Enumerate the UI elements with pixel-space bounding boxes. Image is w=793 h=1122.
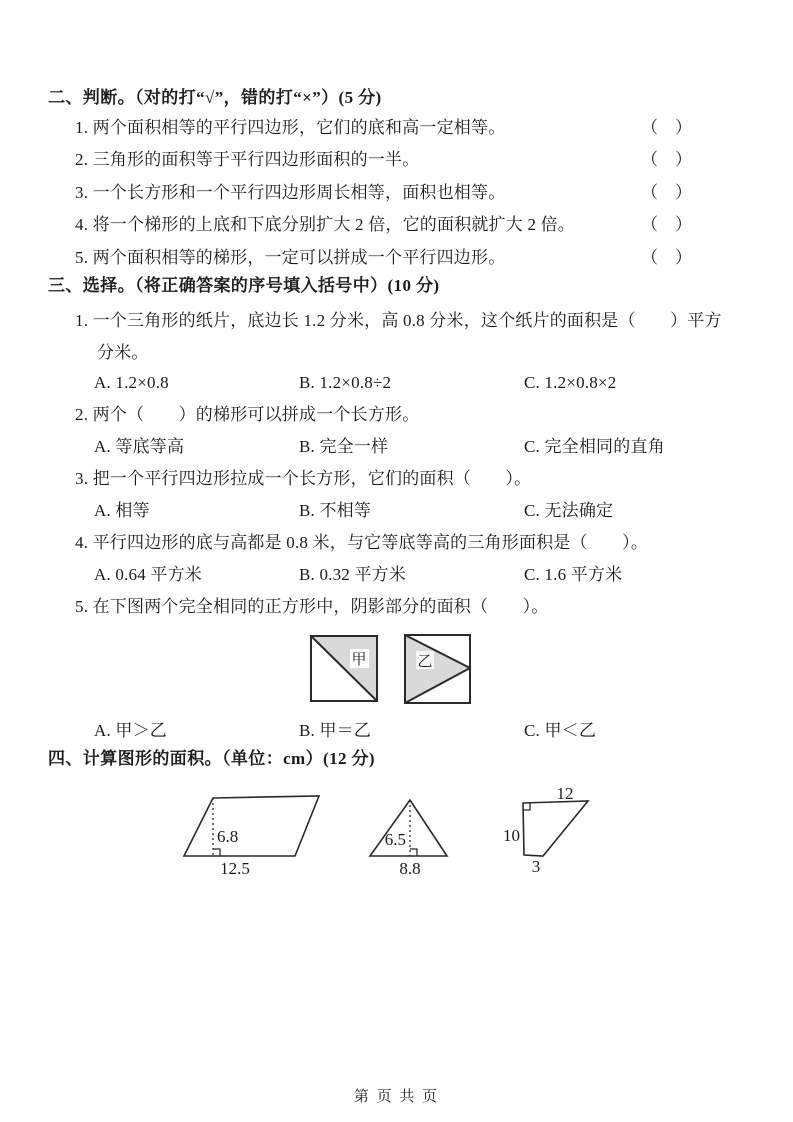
triangle-base-label: 8.8 bbox=[399, 859, 421, 878]
choice-q3-option-a: A. 相等 bbox=[94, 501, 150, 520]
parallelogram-base-label: 12.5 bbox=[220, 859, 250, 878]
choice-q1-option-c: C. 1.2×0.8×2 bbox=[524, 373, 617, 392]
parallelogram-right-angle-mark bbox=[213, 849, 220, 856]
judge-item-5: 5. 两个面积相等的梯形，一定可以拼成一个平行四边形。 bbox=[75, 248, 506, 267]
choice-q1-option-a: A. 1.2×0.8 bbox=[94, 373, 169, 392]
triangle-right-angle-mark bbox=[410, 849, 417, 856]
choice-q5-text: 5. 在下图两个完全相同的正方形中，阴影部分的面积（ ）。 bbox=[75, 597, 549, 616]
judge-item-2: 2. 三角形的面积等于平行四边形面积的一半。 bbox=[75, 150, 420, 169]
yi-label: 乙 bbox=[417, 654, 433, 670]
judge-answer-paren-4: （ ） bbox=[641, 215, 692, 234]
choice-q3-text: 3. 把一个平行四边形拉成一个长方形，它们的面积（ ）。 bbox=[75, 469, 532, 488]
judge-item-1: 1. 两个面积相等的平行四边形，它们的底和高一定相等。 bbox=[75, 118, 506, 137]
judge-answer-paren-3: （ ） bbox=[641, 183, 692, 202]
trapezoid-bottom-label: 3 bbox=[531, 857, 541, 876]
choice-q5-option-b: B. 甲＝乙 bbox=[299, 721, 372, 740]
judge-answer-paren-2: （ ） bbox=[641, 150, 692, 169]
trapezoid-top-label: 12 bbox=[556, 784, 574, 803]
trapezoid-shape bbox=[523, 801, 588, 856]
choice-q2-option-b: B. 完全一样 bbox=[299, 437, 389, 456]
judge-section-heading: 二、判断。（对的打“√”，错的打“×”）(5 分) bbox=[48, 88, 382, 107]
parallelogram-height-label: 6.8 bbox=[217, 827, 239, 846]
triangle-height-label: 6.5 bbox=[384, 830, 406, 849]
choice-q1-text-line1: 1. 一个三角形的纸片，底边长 1.2 分米，高 0.8 分米，这个纸片的面积是（ ）平方 bbox=[75, 311, 722, 330]
choice-q3-option-c: C. 无法确定 bbox=[524, 501, 614, 520]
choice-section-heading: 三、选择。（将正确答案的序号填入括号中）(10 分) bbox=[48, 276, 440, 295]
calc-section-heading: 四、计算图形的面积。（单位：cm）(12 分) bbox=[48, 749, 375, 768]
judge-answer-paren-5: （ ） bbox=[641, 248, 692, 267]
choice-q5-option-c: C. 甲＜乙 bbox=[524, 721, 597, 740]
yi-shaded-triangle bbox=[405, 635, 470, 703]
choice-q5-option-a: A. 甲＞乙 bbox=[94, 721, 167, 740]
triangle-shape bbox=[370, 800, 447, 856]
trapezoid-right-angle-mark bbox=[523, 803, 530, 810]
choice-q3-option-b: B. 不相等 bbox=[299, 501, 372, 520]
trapezoid-left-label: 10 bbox=[503, 826, 520, 845]
judge-answer-paren-1: （ ） bbox=[641, 118, 692, 137]
choice-q4-option-c: C. 1.6 平方米 bbox=[524, 565, 623, 584]
choice-q1-text-line2: 分米。 bbox=[97, 343, 149, 362]
choice-q2-option-a: A. 等底等高 bbox=[94, 437, 185, 456]
choice-q4-text: 4. 平行四边形的底与高都是 0.8 米，与它等底等高的三角形面积是（ ）。 bbox=[75, 533, 649, 552]
q5-squares-figure bbox=[300, 630, 480, 710]
choice-q2-option-c: C. 完全相同的直角 bbox=[524, 437, 665, 456]
judge-item-4: 4. 将一个梯形的上底和下底分别扩大 2 倍，它的面积就扩大 2 倍。 bbox=[75, 215, 575, 234]
jia-label: 甲 bbox=[351, 652, 367, 668]
parallelogram-shape bbox=[184, 796, 319, 856]
page-footer: 第 页 共 页 bbox=[353, 1089, 440, 1105]
choice-q2-text: 2. 两个（ ）的梯形可以拼成一个长方形。 bbox=[75, 405, 420, 424]
choice-q4-option-a: A. 0.64 平方米 bbox=[94, 565, 202, 584]
choice-q4-option-b: B. 0.32 平方米 bbox=[299, 565, 407, 584]
judge-item-3: 3. 一个长方形和一个平行四边形周长相等，面积也相等。 bbox=[75, 183, 506, 202]
choice-q1-option-b: B. 1.2×0.8÷2 bbox=[299, 373, 392, 392]
calc-figures bbox=[170, 780, 620, 880]
